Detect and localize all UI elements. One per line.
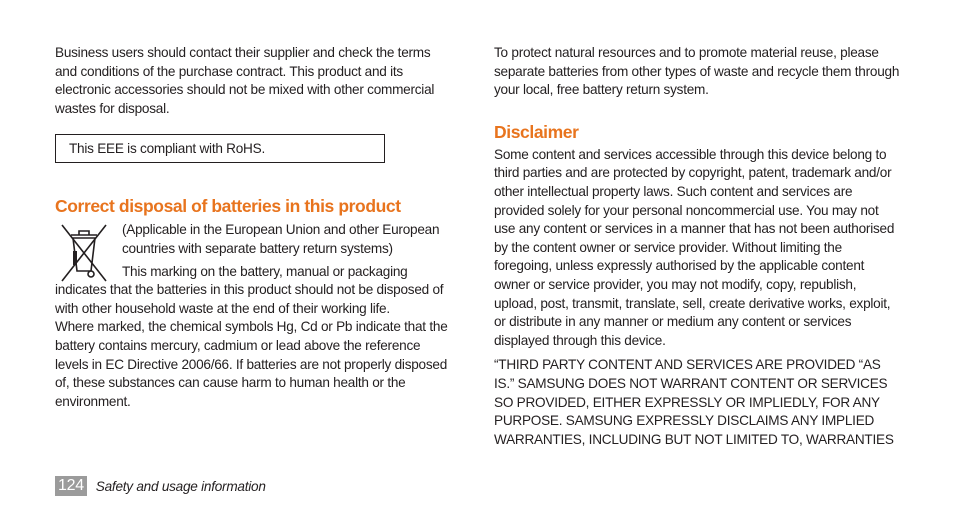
applicable-regions-text: (Applicable in the European Union and other European countries with separate battery return systems) [122, 222, 440, 256]
left-column [55, 44, 449, 411]
battery-marking-paragraph: This marking on the battery, manual or packaging indicates that the batteries in this product should not be disposed of with other household waste at the end of their working life. [55, 263, 444, 316]
disclaimer-paragraph: Some content and services accessible through this device belong to third parties and are protected by copyright, patent, trademark and/or other intellectual property laws. Such content and services are provided solely for your personal noncommercial use. You may not use any content or services in a manner that has not been authorised by the content owner or service provider. Without limiting the foregoing, unless expressly authorised by the applicable content owner or service provider, you may not modify, copy, republish, upload, post, transmit, translate, sell, create derivative works, exploit, or distribute in any manner or medium any content or services displayed through this device. [494, 146, 895, 348]
battery-disposal-section [55, 221, 449, 258]
disclaimer-warranty-paragraph: “THIRD PARTY CONTENT AND SERVICES ARE PROVIDED “AS IS.” SAMSUNG DOES NOT WARRANT CONTENT OR SERVICES SO PROVIDED, EITHER EXPRESSLY OR IMPLIEDLY, FOR ANY PURPOSE. SAMSUNG EXPRESSLY DISCLAIMS ANY IMPLIED WARRANTIES, INCLUDING BUT NOT LIMITED TO, WARRANTIES [494, 357, 894, 447]
rohs-note-box: This EEE is compliant with RoHS. [55, 134, 385, 163]
battery-disposal-heading: Correct disposal of batteries in this product [55, 196, 401, 217]
protect-resources-paragraph: To protect natural resources and to promote material reuse, please separate batteries from other types of waste and recycle them through your local, free battery return system. [494, 45, 900, 98]
crossed-out-wheelie-bin-icon [55, 221, 113, 285]
disclaimer-heading: Disclaimer [494, 121, 579, 142]
section-title: Safety and usage information [95, 478, 266, 494]
page-number: 124 [55, 476, 87, 496]
chemical-symbols-paragraph: Where marked, the chemical symbols Hg, Cd or Pb indicate that the battery contains mercury, cadmium or lead above the reference levels in EC Directive 2006/66. If batteries are not properly disposed of, these substances can cause harm to human health or the environment. [55, 319, 448, 409]
page-footer [55, 476, 266, 496]
right-column [494, 44, 900, 449]
business-users-paragraph: Business users should contact their supplier and check the terms and conditions of the purchase contract. This product and its electronic accessories should not be mixed with other commercial wastes for disposal. [55, 45, 435, 116]
